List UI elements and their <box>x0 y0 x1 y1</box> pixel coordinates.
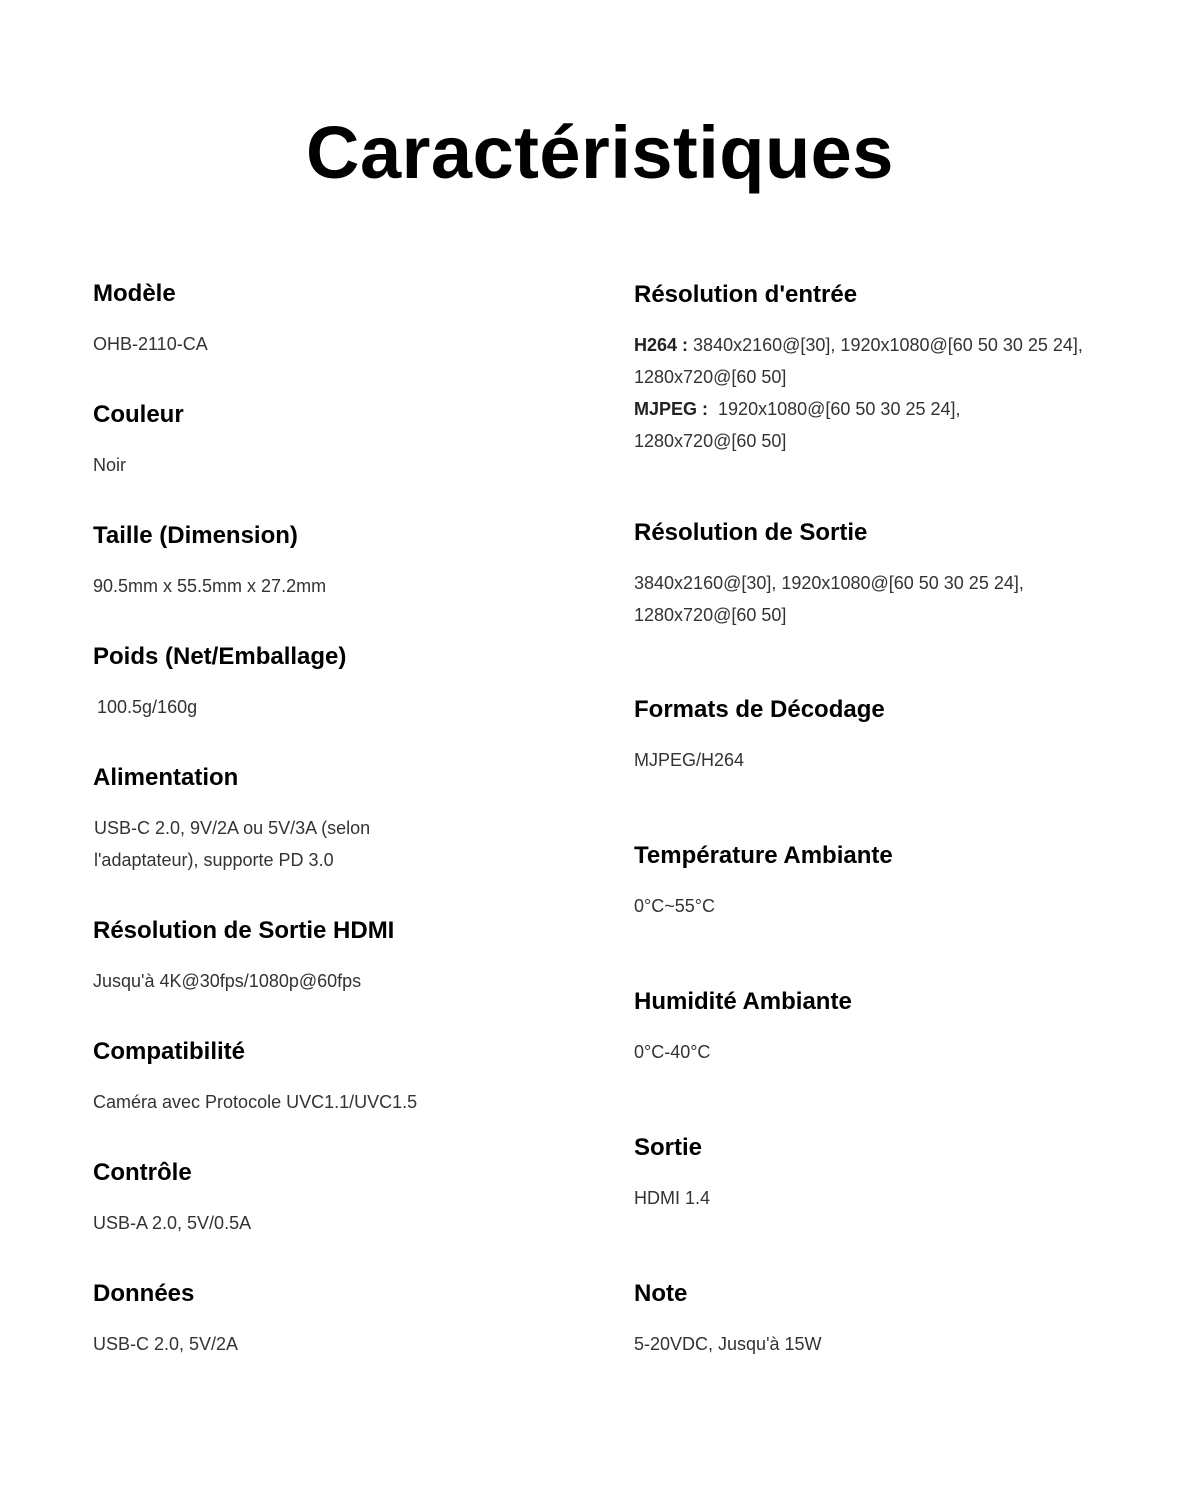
spec-value: 100.5g/160g <box>97 697 198 717</box>
spec-value: OHB-2110-CA <box>93 334 208 354</box>
input-resolution-h264 <box>634 329 1084 393</box>
spec-control <box>93 1158 553 1239</box>
spec-compatibility <box>93 1037 553 1118</box>
input-resolution-mjpeg <box>634 393 1084 457</box>
spec-model <box>93 279 553 360</box>
spec-ambient-temperature <box>634 841 1094 922</box>
spec-label: Compatibilité <box>93 1038 246 1065</box>
spec-label: Humidité Ambiante <box>634 988 852 1015</box>
spec-label: Note <box>634 1280 688 1307</box>
spec-label: Température Ambiante <box>634 842 893 869</box>
spec-note <box>634 1279 1094 1360</box>
spec-label: Résolution de Sortie <box>634 519 868 546</box>
spec-label: Poids (Net/Emballage) <box>93 643 347 670</box>
mjpeg-value: 1920x1080@[60 50 30 25 24], 1280x720@[60 50] <box>634 399 961 451</box>
spec-value: Caméra avec Protocole UVC1.1/UVC1.5 <box>93 1092 418 1112</box>
spec-value: 5-20VDC, Jusqu'à 15W <box>634 1334 822 1354</box>
spec-data <box>93 1279 553 1360</box>
spec-output-resolution <box>634 518 1054 631</box>
spec-value: 3840x2160@[30], 1920x1080@[60 50 30 25 24], 1280x720@[60 50] <box>634 573 1024 625</box>
spec-label: Taille (Dimension) <box>93 522 298 549</box>
spec-value: HDMI 1.4 <box>634 1188 711 1208</box>
spec-input-resolution <box>634 280 1084 457</box>
mjpeg-label: MJPEG : <box>634 399 709 419</box>
spec-value: 90.5mm x 55.5mm x 27.2mm <box>93 576 327 596</box>
spec-label: Modèle <box>93 280 176 307</box>
spec-weight <box>93 642 553 723</box>
page-title: Caractéristiques <box>306 111 894 194</box>
spec-hdmi-output-resolution <box>93 916 553 997</box>
spec-output <box>634 1133 1094 1214</box>
h264-label: H264 : <box>634 335 689 355</box>
spec-color <box>93 400 553 481</box>
spec-label: Couleur <box>93 401 184 428</box>
spec-value: MJPEG/H264 <box>634 750 745 770</box>
spec-label: Contrôle <box>93 1159 192 1186</box>
spec-label: Résolution d'entrée <box>634 281 858 308</box>
spec-power <box>93 763 423 876</box>
spec-value: 0°C~55°C <box>634 896 715 916</box>
spec-value <box>634 329 1084 457</box>
spec-label: Données <box>93 1280 195 1307</box>
spec-label: Formats de Décodage <box>634 696 885 723</box>
spec-size <box>93 521 553 602</box>
spec-value: 0°C-40°C <box>634 1042 711 1062</box>
spec-decoding-formats <box>634 695 1094 776</box>
spec-value: Noir <box>93 455 127 475</box>
spec-value: USB-C 2.0, 5V/2A <box>93 1334 239 1354</box>
spec-value: Jusqu'à 4K@30fps/1080p@60fps <box>93 971 362 991</box>
spec-label: Sortie <box>634 1134 703 1161</box>
spec-label: Résolution de Sortie HDMI <box>93 917 395 944</box>
spec-value: USB-C 2.0, 9V/2A ou 5V/3A (selon l'adaptateur), supporte PD 3.0 <box>94 818 371 870</box>
spec-label: Alimentation <box>93 764 239 791</box>
spec-ambient-humidity <box>634 987 1094 1068</box>
spec-value: USB-A 2.0, 5V/0.5A <box>93 1213 252 1233</box>
h264-value: 3840x2160@[30], 1920x1080@[60 50 30 25 24], 1280x720@[60 50] <box>634 335 1083 387</box>
